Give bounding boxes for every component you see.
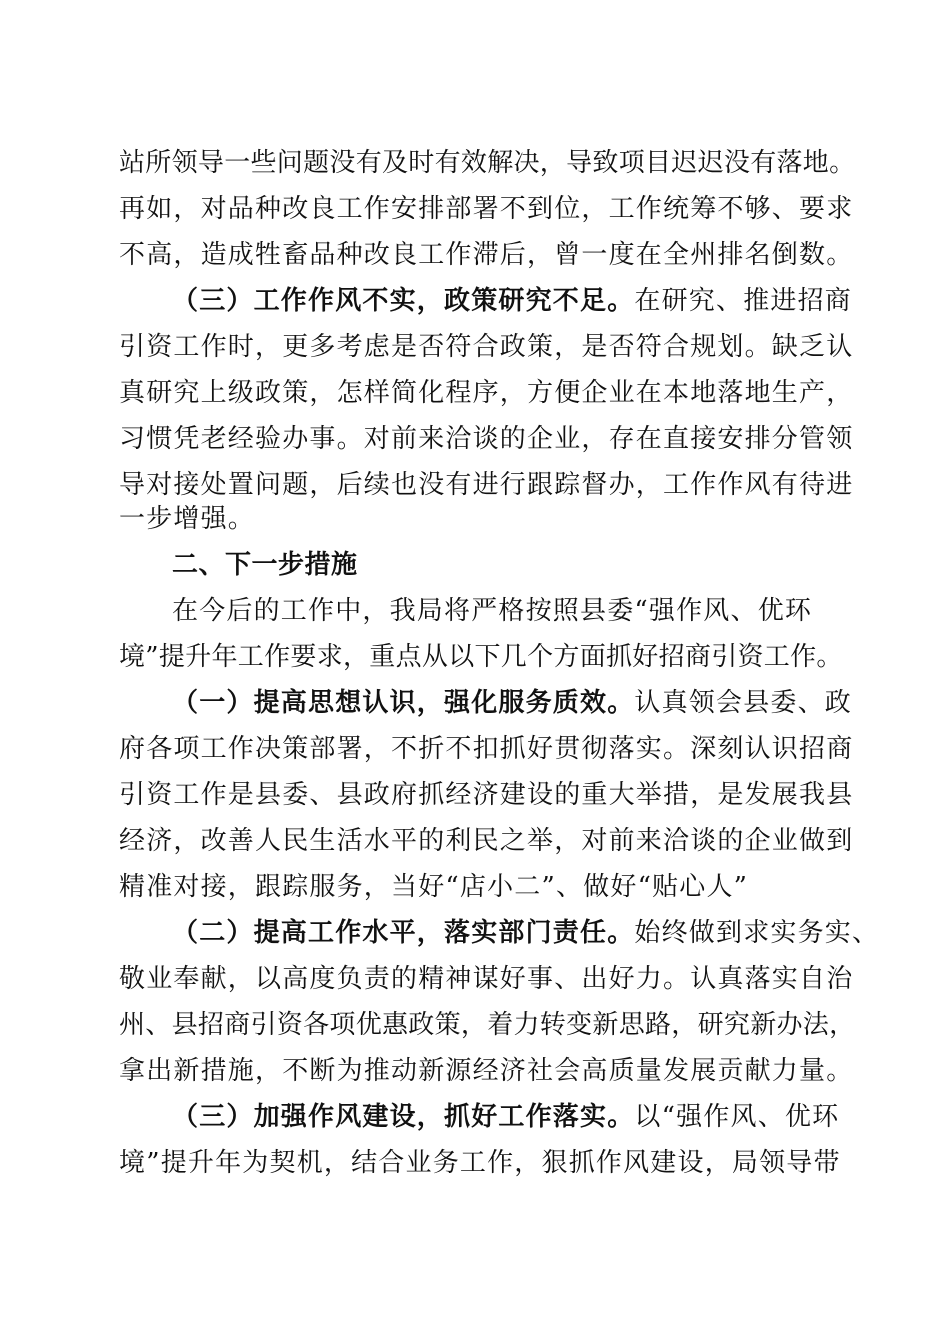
text-line-1-content: 站所领导一些问题没有及时有效解决，导致项目迟迟没有落地。 <box>119 148 856 178</box>
text-line-8-content: 导对接处置问题，后续也没有进行跟踪督办，工作作风有待进 <box>119 470 854 500</box>
text-line-6 <box>119 370 854 416</box>
measure-2-line-3-content: 州、县招商引资各项优惠政策，着力转变新思路，研究新办法， <box>119 1010 856 1040</box>
text-line-2-content: 再如，对品种改良工作安排部署不到位，工作统筹不够、要求 <box>119 194 854 224</box>
text-line-9-content: 一步增强。 <box>119 504 256 534</box>
measure-1-line-2-content: 府各项工作决策部署，不折不扣抓好贯彻落实。深刻认识招商 <box>119 734 854 764</box>
measure-2-text-start: 始终做到求实务实、 <box>634 918 880 948</box>
text-line-7-content: 习惯凭老经验办事。对前来洽谈的企业，存在直接安排分管领 <box>119 424 854 454</box>
section-2-heading-text: 二、下一步措施 <box>172 550 358 580</box>
text-line-9 <box>119 496 839 542</box>
measure-1-line-3-content: 引资工作是县委、县政府抓经济建设的重大举措，是发展我县 <box>119 780 854 810</box>
paragraph-3-line-1 <box>172 278 853 324</box>
measure-1-line-1 <box>172 680 853 726</box>
subsection-3-heading: （三）工作作风不实，政策研究不足。 <box>172 286 635 316</box>
measure-1-line-5-content: 精准对接，跟踪服务，当好“店小二”、做好“贴心人” <box>119 872 749 902</box>
measure-2-line-2 <box>119 956 854 1002</box>
measure-1-line-2 <box>119 726 854 772</box>
text-line-2 <box>119 186 854 232</box>
paragraph-intro-line-1-content: 在今后的工作中，我局将严格按照县委“强作风、优环 <box>172 596 813 626</box>
measure-2-line-1 <box>172 910 880 956</box>
measure-2-line-2-content: 敬业奉献，以高度负责的精神谋好事、出好力。认真落实自治 <box>119 964 854 994</box>
text-line-3-content: 不高，造成牲畜品种改良工作滞后，曾一度在全州排名倒数。 <box>119 240 854 270</box>
measure-3-text-start: 以“强作风、优环 <box>634 1102 840 1132</box>
paragraph-intro-line-2 <box>119 634 843 680</box>
section-2-heading <box>172 542 839 588</box>
paragraph-intro-line-1 <box>172 588 839 634</box>
measure-2-line-4-content: 拿出新措施，不断为推动新源经济社会高质量发展贡献力量。 <box>119 1056 854 1086</box>
text-line-5 <box>119 324 854 370</box>
text-line-6-content: 真研究上级政策，怎样简化程序，方便企业在本地落地生产， <box>119 378 854 408</box>
measure-2-line-4 <box>119 1048 854 1094</box>
measure-2-heading: （二）提高工作水平，落实部门责任。 <box>172 918 635 948</box>
measure-1-line-5 <box>119 864 839 910</box>
text-line-7 <box>119 416 854 462</box>
measure-3-line-2 <box>119 1140 839 1186</box>
measure-2-line-3 <box>119 1002 856 1048</box>
text-line-1 <box>119 140 856 186</box>
measure-3-line-2-content: 境”提升年为契机，结合业务工作，狠抓作风建设，局领导带 <box>119 1148 841 1178</box>
text-line-3 <box>119 232 854 278</box>
measure-3-heading: （三）加强作风建设，抓好工作落实。 <box>172 1102 635 1132</box>
measure-1-line-4 <box>119 818 854 864</box>
measure-1-line-3 <box>119 772 854 818</box>
measure-3-line-1 <box>172 1094 839 1140</box>
paragraph-3-text-start: 在研究、推进招商 <box>634 286 853 316</box>
paragraph-intro-line-2-content: 境”提升年工作要求，重点从以下几个方面抓好招商引资工作。 <box>119 642 843 672</box>
measure-1-text-start: 认真领会县委、政 <box>634 688 853 718</box>
text-line-5-content: 引资工作时，更多考虑是否符合政策，是否符合规划。缺乏认 <box>119 332 854 362</box>
measure-1-heading: （一）提高思想认识，强化服务质效。 <box>172 688 635 718</box>
measure-1-line-4-content: 经济，改善人民生活水平的利民之举，对前来洽谈的企业做到 <box>119 826 854 856</box>
